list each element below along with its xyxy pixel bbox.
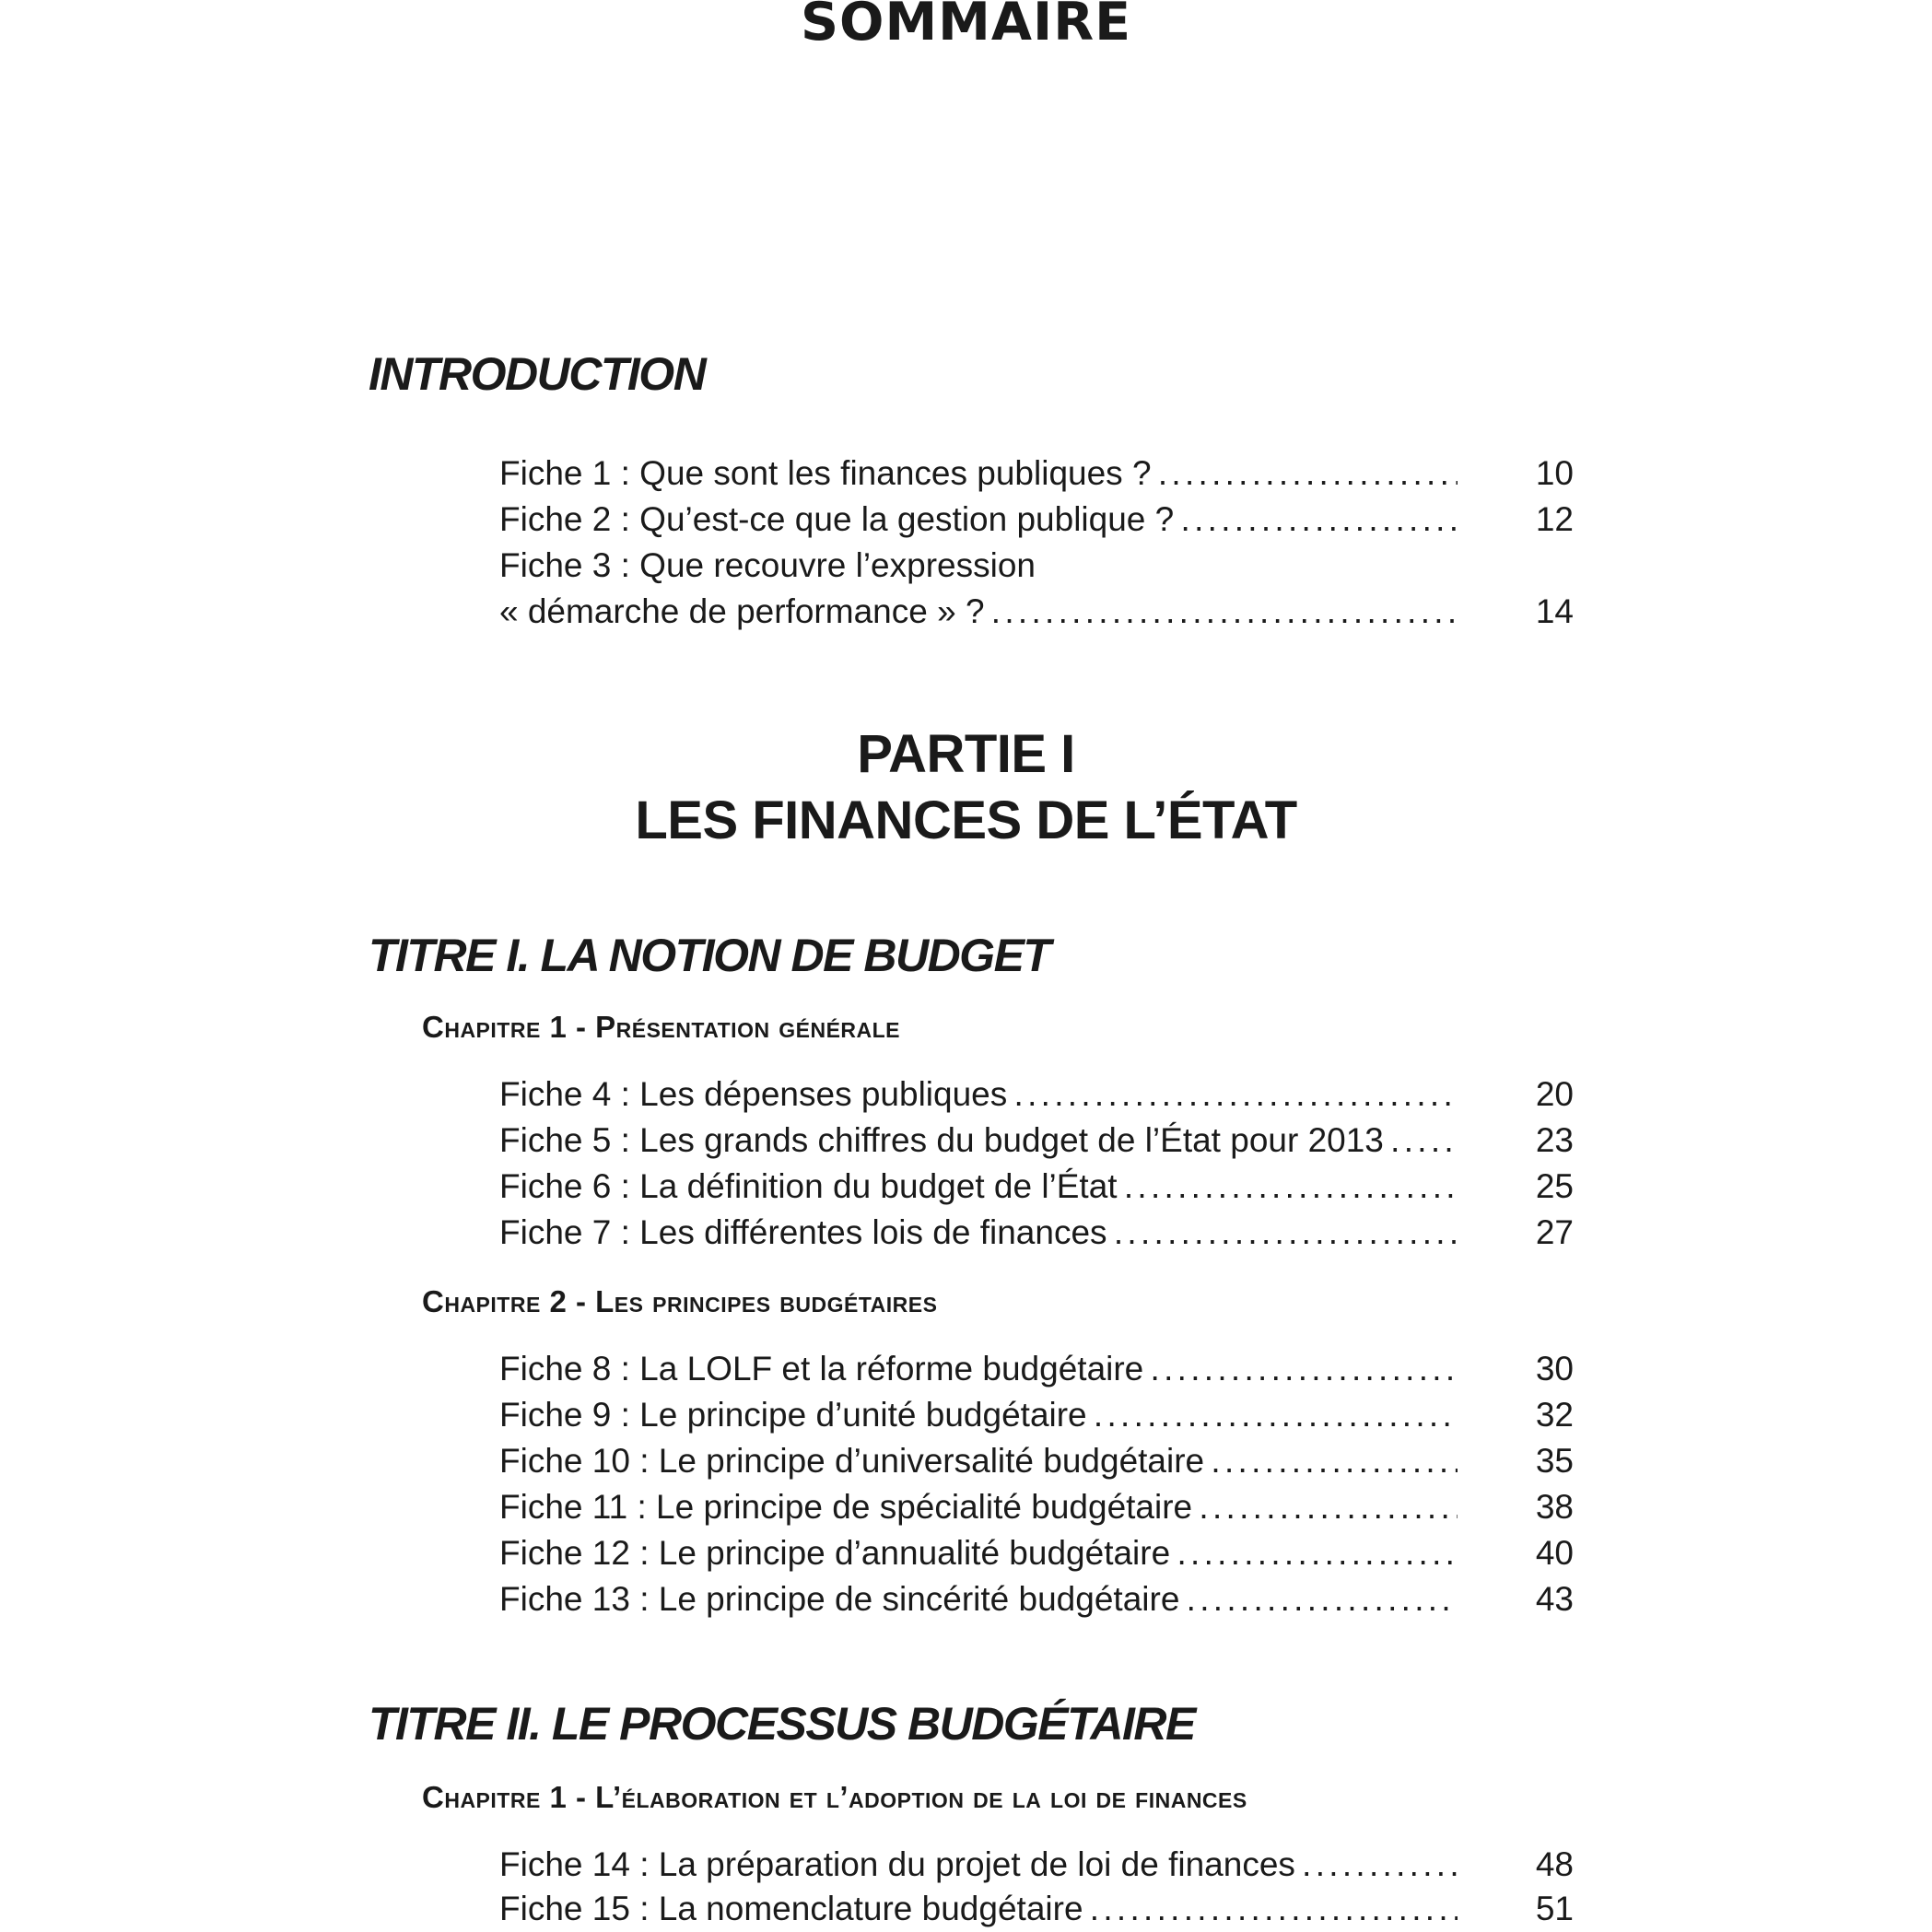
- toc-entry[interactable]: [499, 497, 1574, 543]
- toc-entry-page: 20: [1535, 1075, 1574, 1113]
- toc-entry-page: 32: [1535, 1396, 1574, 1434]
- toc-entry-label: Fiche 11 : Le principe de spécialité budgétaire . . .: [499, 1488, 1458, 1526]
- toc-entry-page: 23: [1535, 1121, 1574, 1159]
- toc-entry-label: Fiche 9 : Le principe d’unité budgétaire . . .: [499, 1396, 1458, 1434]
- section-heading-introduction: INTRODUCTION: [369, 348, 706, 400]
- toc-entry[interactable]: [499, 1164, 1574, 1210]
- toc-entry[interactable]: [499, 1438, 1574, 1484]
- toc-entry[interactable]: [499, 1886, 1574, 1932]
- toc-entry[interactable]: [499, 1842, 1574, 1888]
- toc-entry-page: 27: [1535, 1213, 1574, 1251]
- part-title: LES FINANCES DE L’ÉTAT: [635, 790, 1297, 850]
- chapter-heading: Chapitre 1 - L’élaboration et l’adoption de la loi de finances: [422, 1780, 1247, 1814]
- toc-entry-page: 10: [1535, 454, 1574, 492]
- toc-entry-label: Fiche 6 : La définition du budget de l’État . . .: [499, 1167, 1458, 1205]
- toc-entry-label: Fiche 3 : Que recouvre l’expression: [499, 546, 1036, 584]
- toc-entry-label: Fiche 2 : Qu’est-ce que la gestion publique ? . . .: [499, 500, 1458, 538]
- toc-entry-page: 35: [1535, 1442, 1574, 1480]
- toc-entry-page: 40: [1535, 1534, 1574, 1572]
- toc-entry[interactable]: [499, 1530, 1574, 1576]
- toc-entry[interactable]: [499, 543, 1574, 589]
- toc-entry-label: Fiche 4 : Les dépenses publiques . . .: [499, 1075, 1458, 1113]
- section-heading-titre-1: TITRE I. LA NOTION DE BUDGET: [369, 930, 1050, 981]
- toc-entry-label: Fiche 15 : La nomenclature budgétaire . . .: [499, 1890, 1458, 1927]
- chapter-heading: Chapitre 2 - Les principes budgétaires: [422, 1284, 938, 1318]
- toc-entry[interactable]: [499, 451, 1574, 497]
- page-title: SOMMAIRE: [800, 0, 1132, 53]
- chapter-heading: Chapitre 1 - Présentation générale: [422, 1010, 901, 1044]
- toc-entry-label: Fiche 14 : La préparation du projet de loi de finances . . .: [499, 1845, 1458, 1883]
- toc-entry-label: « démarche de performance » ? . . .: [499, 592, 1458, 630]
- toc-entry-page: 51: [1535, 1890, 1574, 1927]
- toc-entry-page: 48: [1535, 1845, 1574, 1883]
- toc-entry-label: Fiche 12 : Le principe d’annualité budgétaire . . .: [499, 1534, 1458, 1572]
- toc-entry[interactable]: [499, 1392, 1574, 1438]
- toc-entry-label: Fiche 8 : La LOLF et la réforme budgétaire . . .: [499, 1350, 1458, 1388]
- section-heading-titre-2: TITRE II. LE PROCESSUS BUDGÉTAIRE: [369, 1698, 1195, 1750]
- part-number: PARTIE I: [857, 724, 1075, 784]
- toc-entry[interactable]: [499, 1118, 1574, 1164]
- toc-entry[interactable]: [499, 1484, 1574, 1530]
- toc-entry[interactable]: [499, 1210, 1574, 1256]
- toc-entry-page: 25: [1535, 1167, 1574, 1205]
- toc-entry-page: 14: [1535, 592, 1574, 630]
- part-heading: [0, 721, 1932, 854]
- toc-entry-label: Fiche 1 : Que sont les finances publiques ? . . .: [499, 454, 1458, 492]
- toc-entry-label: Fiche 13 : Le principe de sincérité budgétaire . . .: [499, 1580, 1458, 1618]
- toc-entry-label: Fiche 7 : Les différentes lois de finances . . .: [499, 1213, 1458, 1251]
- toc-entry-page: 30: [1535, 1350, 1574, 1388]
- toc-entry[interactable]: [499, 1346, 1574, 1392]
- toc-entry[interactable]: [499, 1576, 1574, 1622]
- toc-entry[interactable]: [499, 589, 1574, 635]
- toc-entry-label: Fiche 10 : Le principe d’universalité budgétaire . . .: [499, 1442, 1458, 1480]
- toc-entry-page: 38: [1535, 1488, 1574, 1526]
- toc-entry-page: 43: [1535, 1580, 1574, 1618]
- toc-entry-label: Fiche 5 : Les grands chiffres du budget de l’État pour 2013 . . .: [499, 1121, 1458, 1159]
- toc-entry-page: 12: [1535, 500, 1574, 538]
- toc-entry[interactable]: [499, 1071, 1574, 1118]
